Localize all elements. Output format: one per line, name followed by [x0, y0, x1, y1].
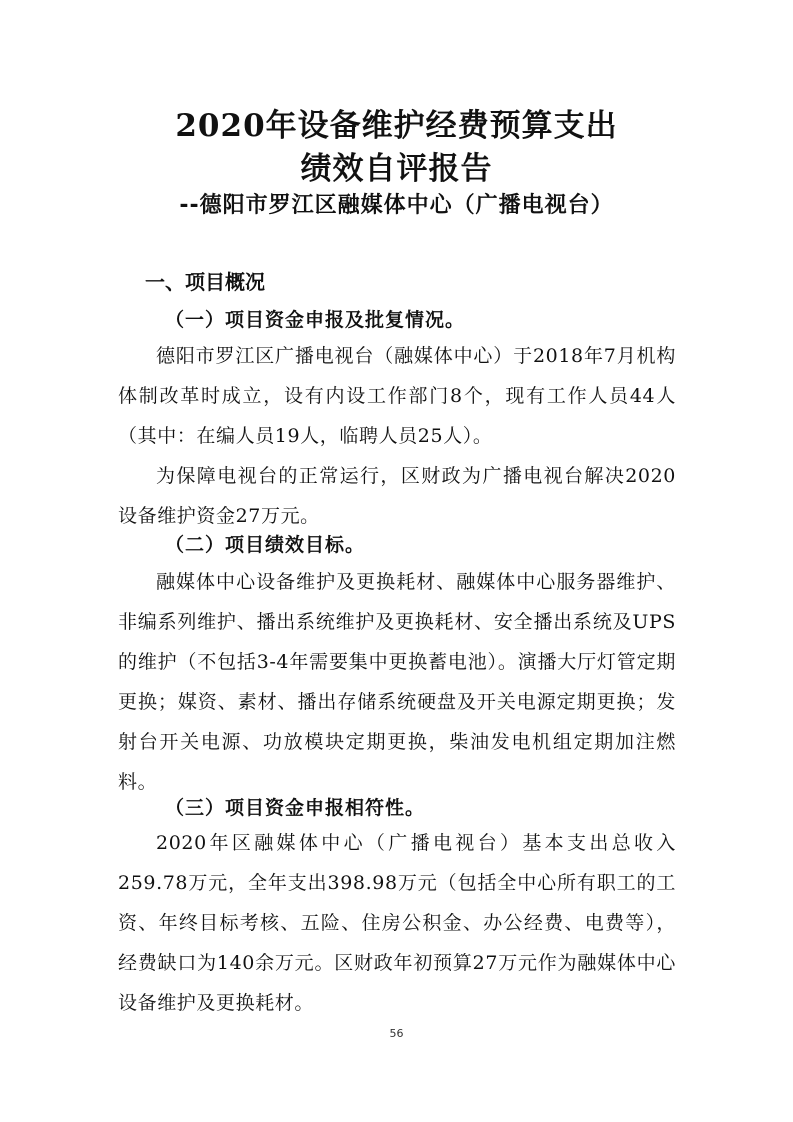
document-title-line2: 绩效自评报告: [300, 151, 493, 187]
document-title-line1: 2020年设备维护经费预算支出: [175, 108, 618, 144]
paragraph-funding-amount: 为保障电视台的正常运行，区财政为广播电视台解决2020设备维护资金27万元。: [118, 465, 676, 527]
page-number: 56: [389, 1027, 404, 1040]
document-subtitle: --德阳市罗江区融媒体中心（广播电视台）: [179, 193, 614, 218]
section-heading-overview: 一、项目概况: [145, 270, 265, 294]
paragraph-budget-summary: 2020年区融媒体中心（广播电视台）基本支出总收入259.78万元，全年支出398.98万元（包括全中心所有职工的工资、年终目标考核、五险、住房公积金、办公经费、电费等），经费缺口为140余万元。区财政年初预算27万元作为融媒体中心设备维护及更换耗材。: [118, 832, 676, 1014]
subheading-performance-goals: （二）项目绩效目标。: [165, 534, 366, 556]
subheading-funding-approval: （一）项目资金申报及批复情况。: [165, 309, 466, 331]
paragraph-institution-info: 德阳市罗江区广播电视台（融媒体中心）于2018年7月机构体制改革时成立，设有内设工作部门8个，现有工作人员44人（其中：在编人员19人，临聘人员25人）。: [118, 345, 676, 447]
subheading-funding-consistency: （三）项目资金申报相符性。: [165, 797, 426, 819]
paragraph-maintenance-scope: 融媒体中心设备维护及更换耗材、融媒体中心服务器维护、非编系列维护、播出系统维护及更换耗材、安全播出系统及UPS的维护（不包括3-4年需要集中更换蓄电池）。演播大厅灯管定期更换；媒资、素材、播出存储系统硬盘及开关电源定期更换；发射台开关电源、功放模块定期更换，柴油发电机组定期加注燃料。: [118, 571, 676, 793]
